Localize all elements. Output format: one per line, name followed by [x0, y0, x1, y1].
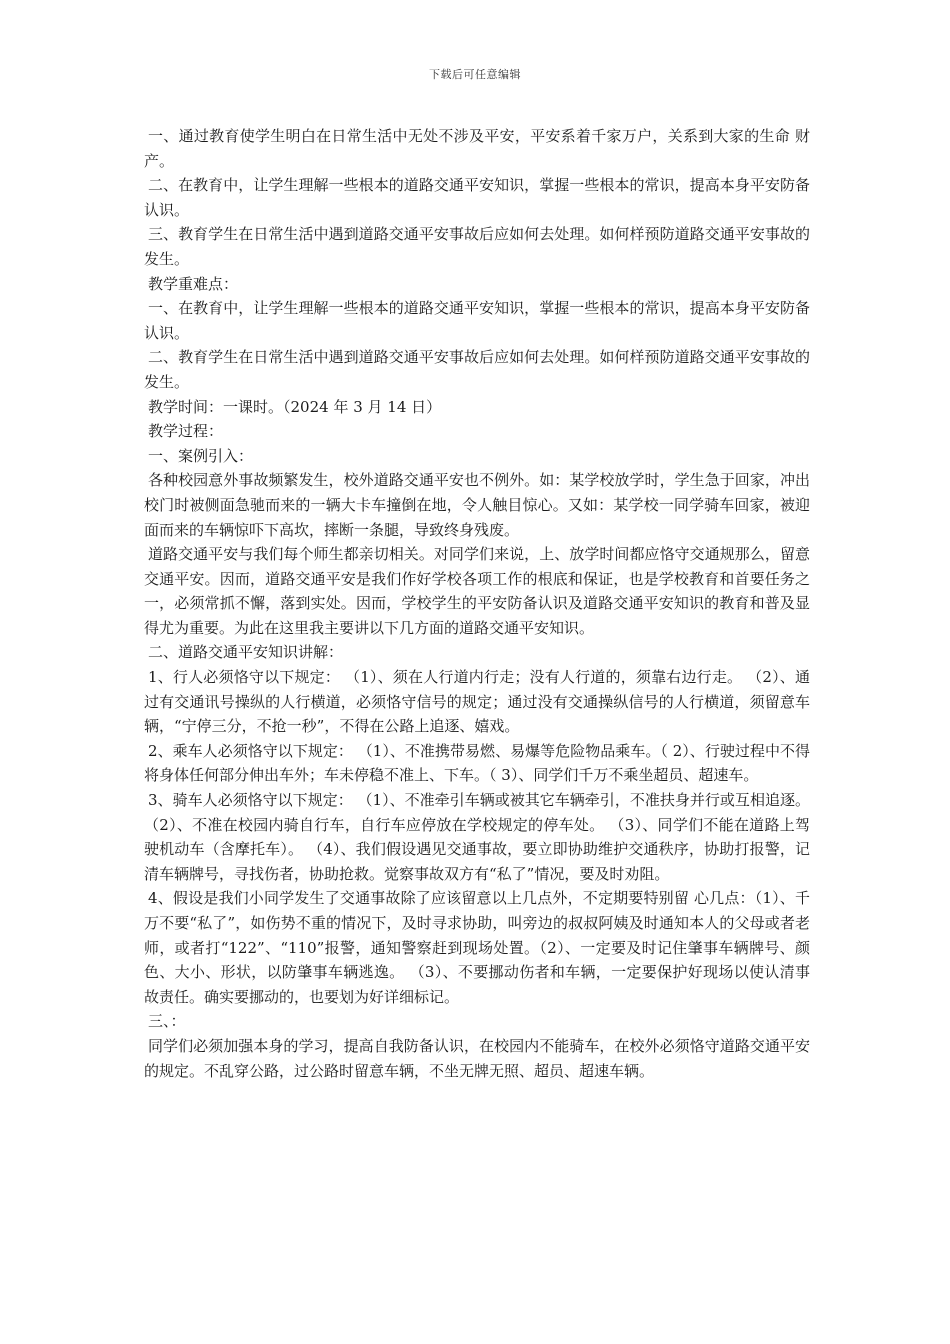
rule-cyclist: 3、骑车人必须恪守以下规定： （1）、不准牵引车辆或被其它车辆牵引，不准扶身并行或互相追逐。 （2）、不准在校园内骑自行车，自行车应停放在学校规定的停车处。 （3）、同学们不能在道路上驾驶机动车（含摩托车）。 （4）、我们假设遇见交通事故，要立即协助维护交通秩序，协助打报警，记清车辆牌号，寻找伤者，协助抢救。觉察事故双方有“私了”情况，要及时劝阻。 — [144, 791, 810, 883]
page-header-watermark: 下载后可任意编辑 — [429, 68, 521, 81]
rule-passenger: 2、乘车人必须恪守以下规定： （1）、不准携带易燃、易爆等危险物品乘车。（ 2）、行驶过程中不得将身体任何部分伸出车外；车未停稳不准上、下车。（ 3）、同学们千万不乘坐超员、超速车。 — [144, 741, 810, 785]
section-1-heading: 一、案例引入： — [148, 446, 254, 465]
key-point-2: 二、教育学生在日常生活中遇到道路交通平安事故后应如何去处理。如何样预防道路交通平安事故的发生。 — [144, 348, 810, 391]
importance-paragraph: 道路交通平安与我们每个师生都亲切相关。对同学们来说，上、放学时间都应恪守交通规那么，留意交通平安。因而，道路交通平安是我们作好学校各项工作的根底和保证，也是学校教育和首要任务之一，必须常抓不懈，落到实处。因而，学校学生的平安防备认识及道路交通平安知识的教育和普及显得尤为重要。为此在这里我主要讲以下几方面的道路交通平安知识。 — [144, 545, 810, 637]
rule-accident: 4、假设是我们小同学发生了交通事故除了应该留意以上几点外，不定期要特别留 心几点：（1）、千万不要“私了”，如伤势不重的情况下，及时寻求协助，叫旁边的叔叔阿姨及时通知本人的父母或者老师，或者打“122”、“110”报警，通知警察赶到现场处置。（2）、一定要及时记住肇事车辆牌号、颜色、大小、形状，以防肇事车辆逃逸。 （3）、不要挪动伤者和车辆，一定要保护好现场以使认清事故责任。确实要挪动的，也要划为好详细标记。 — [144, 889, 810, 1006]
goal-1: 一、通过教育使学生明白在日常生活中无处不涉及平安，平安系着千家万户，关系到大家的生命 财产。 — [144, 127, 810, 170]
section-2-heading: 二、道路交通平安知识讲解： — [148, 643, 344, 662]
goal-3: 三、教育学生在日常生活中遇到道路交通平安事故后应如何去处理。如何样预防道路交通平安事故的发生。 — [144, 225, 810, 268]
rule-pedestrian: 1、行人必须恪守以下规定： （1）、须在人行道内行走；没有人行道的，须靠右边行走。 （2）、通过有交通讯号操纵的人行横道，必须恪守信号的规定；通过没有交通操纵信号的人行横道，须留意车辆，“宁停三分，不抢一秒”，不得在公路上追逐、嬉戏。 — [144, 668, 810, 736]
case-paragraph: 各种校园意外事故频繁发生，校外道路交通平安也不例外。如：某学校放学时，学生急于回家，冲出校门时被侧面急驰而来的一辆大卡车撞倒在地，令人触目惊心。又如：某学校一同学骑车回家，被迎面而来的车辆惊吓下高坎，摔断一条腿，导致终身残废。 — [144, 471, 810, 539]
conclusion-paragraph: 同学们必须加强本身的学习，提高自我防备认识，在校园内不能骑车，在校外必须恪守道路交通平安的规定。不乱穿公路，过公路时留意车辆，不坐无牌无照、超员、超速车辆。 — [144, 1036, 810, 1080]
section-3-heading: 三、： — [148, 1012, 186, 1031]
document-body — [144, 124, 810, 1083]
teaching-process-heading: 教学过程： — [148, 422, 224, 441]
key-point-1: 一、在教育中，让学生理解一些根本的道路交通平安知识，掌握一些根本的常识，提高本身平安防备认识。 — [144, 299, 810, 342]
teaching-time: 教学时间：一课时。（2024 年 3 月 14 日） — [148, 397, 442, 416]
key-points-heading: 教学重难点： — [148, 274, 239, 293]
goal-2: 二、在教育中，让学生理解一些根本的道路交通平安知识，掌握一些根本的常识，提高本身平安防备认识。 — [144, 176, 810, 219]
